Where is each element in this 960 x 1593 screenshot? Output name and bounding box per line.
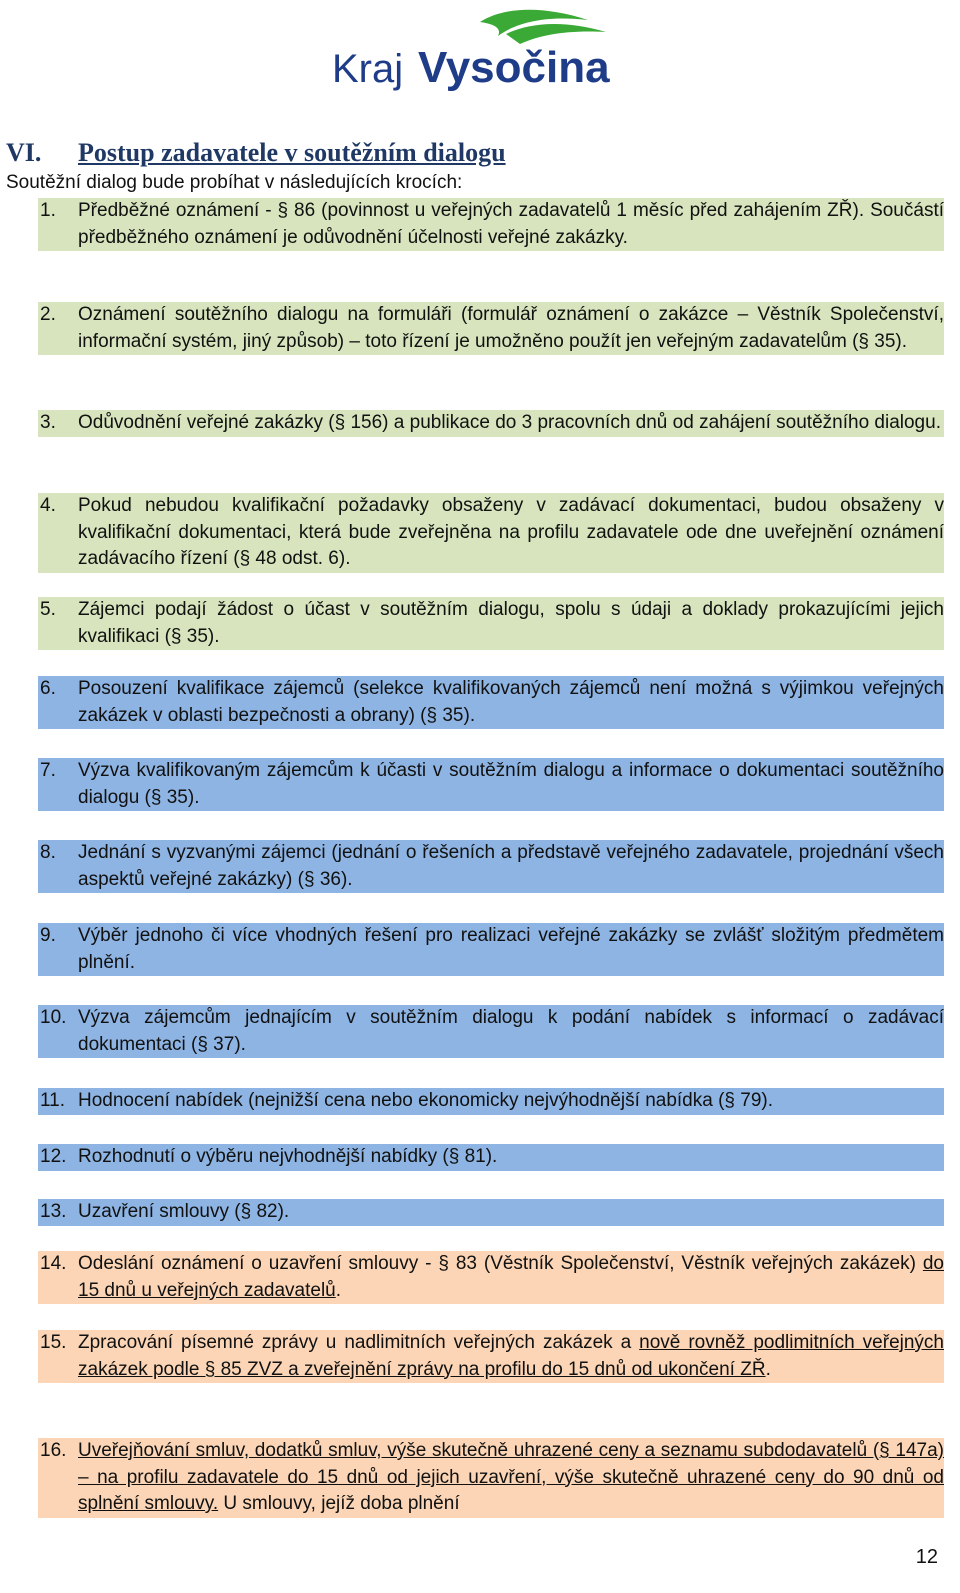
item-number: 5. bbox=[40, 599, 56, 620]
item-number: 16. bbox=[40, 1440, 67, 1461]
item-number: 1. bbox=[40, 200, 56, 221]
item-text: Odeslání oznámení o uzavření smlouvy - § 83 (Věstník Společenství, Věstník veřejných zakázek) do 15 dnů u veřejných zadavatelů. bbox=[78, 1253, 944, 1301]
item-text: Výzva zájemcům jednajícím v soutěžním dialogu k podání nabídek s informací o zadávací dokumentaci (§ 37). bbox=[78, 1007, 944, 1055]
list-item bbox=[38, 493, 944, 573]
item-number: 3. bbox=[40, 412, 56, 433]
section-heading bbox=[6, 138, 506, 168]
list-item bbox=[38, 923, 944, 976]
item-text: Hodnocení nabídek (nejnižší cena nebo ekonomicky nejvýhodnější nabídka (§ 79). bbox=[78, 1090, 773, 1111]
logo-text-kraj: Kraj bbox=[332, 47, 404, 91]
list-item bbox=[38, 302, 944, 355]
item-number: 2. bbox=[40, 304, 56, 325]
item-text: Zájemci podají žádost o účast v soutěžním dialogu, spolu s údaji a doklady prokazujícími jejich kvalifikaci (§ 35). bbox=[78, 599, 944, 647]
item-number: 4. bbox=[40, 495, 56, 516]
list-item bbox=[38, 1088, 944, 1115]
item-number: 13. bbox=[40, 1201, 67, 1222]
item-text: Předběžné oznámení - § 86 (povinnost u veřejných zadavatelů 1 měsíc před zahájením ZŘ). Součástí předběžného oznámení je odůvodnění účelnosti veřejné zakázky. bbox=[78, 200, 944, 248]
item-text: Odůvodnění veřejné zakázky (§ 156) a publikace do 3 pracovních dnů od zahájení soutěžního dialogu. bbox=[78, 412, 941, 433]
list-item bbox=[38, 410, 944, 437]
list-item bbox=[38, 597, 944, 650]
item-number: 11. bbox=[40, 1090, 66, 1111]
list-item bbox=[38, 1005, 944, 1058]
list-item bbox=[38, 676, 944, 729]
item-number: 14. bbox=[40, 1253, 67, 1274]
item-text: Výzva kvalifikovaným zájemcům k účasti v soutěžním dialogu a informace o dokumentaci soutěžního dialogu (§ 35). bbox=[78, 760, 944, 808]
item-text: Uzavření smlouvy (§ 82). bbox=[78, 1201, 290, 1222]
item-text: Jednání s vyzvanými zájemci (jednání o řešeních a představě veřejného zadavatele, projednání všech aspektů veřejné zakázky) (§ 36). bbox=[78, 842, 944, 890]
logo-text-vysocina: Vysočina bbox=[418, 43, 610, 92]
item-number: 8. bbox=[40, 842, 56, 863]
item-number: 12. bbox=[40, 1146, 67, 1167]
item-number: 7. bbox=[40, 760, 56, 781]
item-number: 9. bbox=[40, 925, 56, 946]
list-item bbox=[38, 1199, 944, 1226]
item-number: 6. bbox=[40, 678, 56, 699]
list-item bbox=[38, 1330, 944, 1383]
list-item bbox=[38, 840, 944, 893]
item-text: Oznámení soutěžního dialogu na formuláři (formulář oznámení o zakázce – Věstník Společenství, informační systém, jiný způsob) – toto řízení je umožněno použít jen veřejným zadavatelům (§ 35). bbox=[78, 304, 944, 352]
item-text: Uveřejňování smluv, dodatků smluv, výše skutečně uhrazené ceny a seznamu subdodavatelů (§ 147a) – na profilu zadavatele do 15 dnů od jejich uzavření, výše skutečně uhrazené ceny do 90 dnů od splnění smlouvy. U smlouvy, jejíž doba plnění bbox=[78, 1440, 944, 1514]
section-number: VI. bbox=[6, 138, 42, 167]
list-item bbox=[38, 1438, 944, 1518]
page-number: 12 bbox=[915, 1546, 938, 1568]
list-item bbox=[38, 198, 944, 251]
item-text: Posouzení kvalifikace zájemců (selekce kvalifikovaných zájemců není možná s výjimkou veřejných zakázek v oblasti bezpečnosti a obrany) (§ 35). bbox=[78, 678, 944, 726]
list-item bbox=[38, 1144, 944, 1171]
list-item bbox=[38, 1251, 944, 1304]
list-item bbox=[38, 758, 944, 811]
item-text: Rozhodnutí o výběru nejvhodnější nabídky (§ 81). bbox=[78, 1146, 498, 1167]
item-number: 15. bbox=[40, 1332, 67, 1353]
item-number: 10. bbox=[40, 1007, 67, 1028]
item-text: Pokud nebudou kvalifikační požadavky obsaženy v zadávací dokumentaci, budou obsaženy v kvalifikační dokumentaci, která bude zveřejněna na profilu zadavatele ode dne uveřejnění oznámení zadávacího řízení (§ 48 odst. 6). bbox=[78, 495, 944, 569]
section-title: Postup zadavatele v soutěžním dialogu bbox=[78, 138, 506, 167]
item-text: Zpracování písemné zprávy u nadlimitních veřejných zakázek a nově rovněž podlimitních veřejných zakázek podle § 85 ZVZ a zveřejnění zprávy na profilu do 15 dnů od ukončení ZŘ. bbox=[78, 1332, 944, 1380]
kraj-vysocina-logo bbox=[330, 4, 620, 100]
intro-text: Soutěžní dialog bude probíhat v následujících krocích: bbox=[6, 172, 463, 193]
item-text: Výběr jednoho či více vhodných řešení pro realizaci veřejné zakázky se zvlášť složitým předmětem plnění. bbox=[78, 925, 944, 973]
